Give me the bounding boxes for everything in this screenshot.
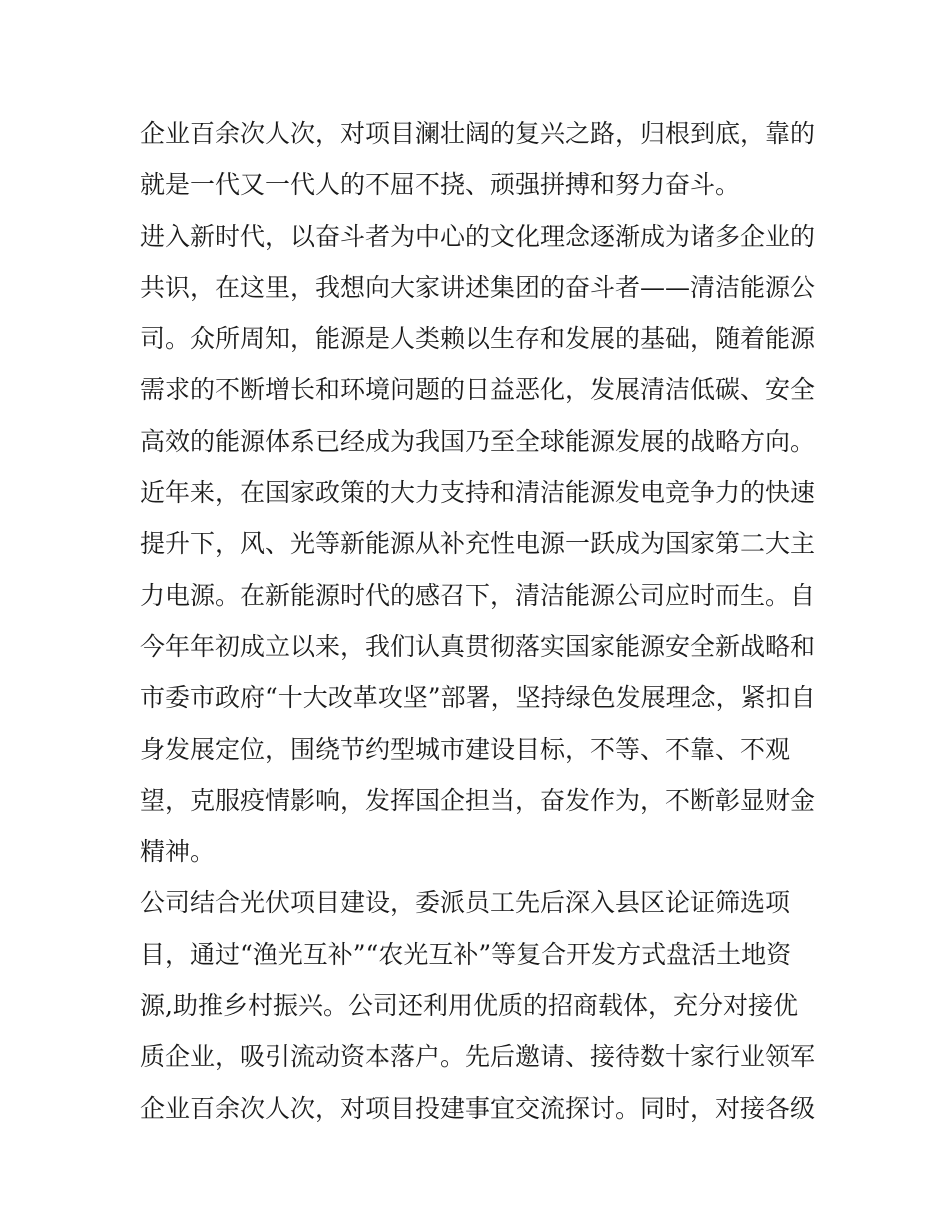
text-line: 市委市政府“十大改革攻坚”部署，坚持绿色发展理念，紧扣自 xyxy=(140,683,816,713)
text-line: 望，克服疫情影响，发挥国企担当，奋发作为，不断彰显财金 xyxy=(140,785,816,815)
text-line: 身发展定位，围绕节约型城市建设目标，不等、不靠、不观 xyxy=(140,734,791,764)
text-line: 司。众所周知，能源是人类赖以生存和发展的基础，随着能源 xyxy=(140,324,816,354)
text-line: 质企业，吸引流动资本落户。先后邀请、接待数十家行业领军 xyxy=(140,1042,816,1072)
text-line: 共识，在这里，我想向大家讲述集团的奋斗者——清洁能源公 xyxy=(140,272,816,302)
text-line: 近年来，在国家政策的大力支持和清洁能源发电竞争力的快速 xyxy=(140,478,816,508)
body-text xyxy=(140,108,820,1134)
text-line: 就是一代又一代人的不屈不挠、顽强拼搏和努力奋斗。 xyxy=(140,170,741,200)
text-line: 精神。 xyxy=(140,837,216,867)
text-line: 进入新时代，以奋斗者为中心的文化理念逐渐成为诸多企业的 xyxy=(140,221,816,251)
text-line: 需求的不断增长和环境问题的日益恶化，发展清洁低碳、安全 xyxy=(140,375,816,405)
text-line: 企业百余次人次，对项目投建事宜交流探讨。同时，对接各级 xyxy=(140,1093,816,1123)
text-line: 源,助推乡村振兴。公司还利用优质的招商载体，充分对接优 xyxy=(140,991,798,1021)
text-line: 今年年初成立以来，我们认真贯彻落实国家能源安全新战略和 xyxy=(140,631,816,661)
text-line: 提升下，风、光等新能源从补充性电源一跃成为国家第二大主 xyxy=(140,529,816,559)
text-line: 企业百余次人次，对项目澜壮阔的复兴之路，归根到底，靠的 xyxy=(140,119,816,148)
text-line: 力电源。在新能源时代的感召下，清洁能源公司应时而生。自 xyxy=(140,580,816,610)
text-line: 目，通过“渔光互补”“农光互补”等复合开发方式盘活土地资 xyxy=(140,939,792,969)
text-line: 公司结合光伏项目建设，委派员工先后深入县区论证筛选项 xyxy=(140,888,791,918)
text-line: 高效的能源体系已经成为我国乃至全球能源发展的战略方向。 xyxy=(140,426,816,456)
